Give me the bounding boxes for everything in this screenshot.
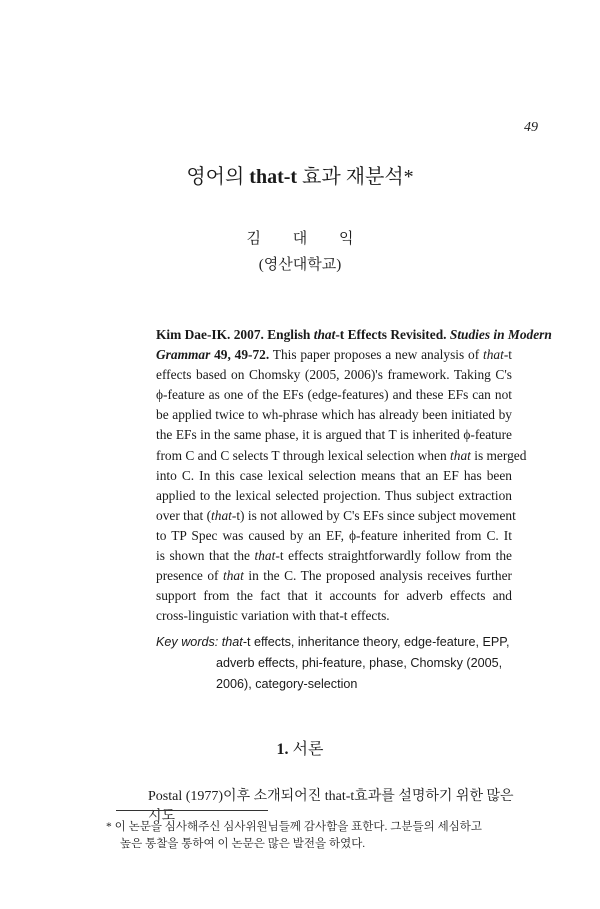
author-affiliation: (영산대학교) bbox=[258, 257, 342, 273]
abstract-line: applied to the lexical selected projection. Thus subject extraction bbox=[156, 487, 512, 503]
that-italic: that bbox=[223, 568, 244, 584]
title-part-3: 효과 재분석* bbox=[297, 166, 414, 188]
keywords-line: adverb effects, phi-feature, phase, Chomsky (2005, bbox=[216, 656, 503, 670]
citation-author: Kim Dae-IK. 2007. English bbox=[156, 327, 314, 342]
abstract-line: ϕ-feature as one of the EFs (edge-features) and these EFs can not bbox=[156, 387, 512, 403]
abstract-line: to TP Spec was caused by an EF, ϕ-feature inherited from C. It bbox=[156, 527, 512, 543]
abstract-text: is merged bbox=[470, 447, 527, 463]
abstract-line: effects based on Chomsky (2005, 2006)'s framework. Taking C's bbox=[156, 367, 512, 383]
paper-title bbox=[0, 160, 600, 189]
abstract-text: in the C. The proposed analysis receives further bbox=[243, 568, 513, 584]
abstract-line: support from the fact that it accounts for adverb effects and bbox=[156, 588, 512, 604]
citation-that: that bbox=[313, 327, 336, 342]
abstract-text: is shown that the bbox=[156, 548, 255, 564]
section-title: 서론 bbox=[288, 741, 324, 758]
title-part-2: that-t bbox=[249, 166, 298, 188]
footnote-divider bbox=[116, 810, 268, 811]
abstract-line bbox=[156, 566, 512, 586]
abstract-text: -t) is not allowed by C's EFs since subject movement bbox=[231, 507, 516, 523]
keywords bbox=[156, 632, 526, 695]
keywords-label: Key words: bbox=[156, 635, 219, 649]
author-name: 김 대 익 bbox=[246, 231, 368, 247]
abstract-line: be applied twice to wh-phrase which has already been initiated by bbox=[156, 407, 512, 423]
keyword-that: that bbox=[218, 635, 243, 649]
title-part-1: 영어의 bbox=[186, 166, 250, 188]
body-paragraph: Postal (1977)이후 소개되어진 that-t효과를 설명하기 위한 많은 시도 bbox=[148, 789, 514, 824]
keywords-line: 2006), category-selection bbox=[216, 677, 358, 691]
page-number: 49 bbox=[524, 120, 538, 135]
abstract-line bbox=[156, 506, 516, 526]
journal-name: Studies in Modern bbox=[449, 327, 552, 342]
that-italic: that bbox=[450, 447, 471, 463]
abstract-text: from C and C selects T through lexical selection when bbox=[156, 447, 451, 463]
abstract-text: presence of bbox=[156, 568, 223, 584]
citation-title: -t Effects Revisited. bbox=[335, 327, 447, 342]
abstract-line bbox=[156, 446, 527, 466]
journal-name-2: Grammar bbox=[156, 347, 211, 363]
that-italic: that bbox=[254, 548, 276, 564]
section-number: 1. bbox=[276, 741, 289, 758]
abstract-line: into C. In this case lexical selection means that an EF has been bbox=[156, 467, 512, 483]
abstract-line: cross-linguistic variation with that-t effects. bbox=[156, 608, 390, 624]
keywords-line: -t effects, inheritance theory, edge-feature, EPP, bbox=[242, 635, 510, 649]
section-heading bbox=[0, 736, 600, 759]
abstract-text: over that ( bbox=[156, 507, 212, 523]
footnote bbox=[106, 819, 534, 853]
abstract-line bbox=[156, 345, 512, 365]
abstract-text: -t bbox=[503, 347, 512, 363]
footnote-line: 높은 통찰을 통하여 이 논문은 많은 발전을 하였다. bbox=[120, 838, 366, 850]
that-italic: that bbox=[482, 347, 504, 363]
that-italic: that bbox=[211, 507, 232, 523]
footnote-line: * 이 논문을 심사해주신 심사위원님들께 감사함을 표한다. 그분들의 세심하고 bbox=[106, 821, 483, 833]
volume: 49, 49-72. bbox=[210, 347, 270, 363]
abstract-text: This paper proposes a new analysis of bbox=[269, 347, 483, 363]
abstract-text: -t effects straightforwardly follow from the bbox=[275, 548, 512, 564]
abstract-line bbox=[156, 546, 512, 566]
abstract-line bbox=[156, 325, 552, 345]
abstract-line: the EFs in the same phase, it is argued that T is inherited ϕ-feature bbox=[156, 427, 512, 443]
abstract bbox=[156, 325, 552, 626]
